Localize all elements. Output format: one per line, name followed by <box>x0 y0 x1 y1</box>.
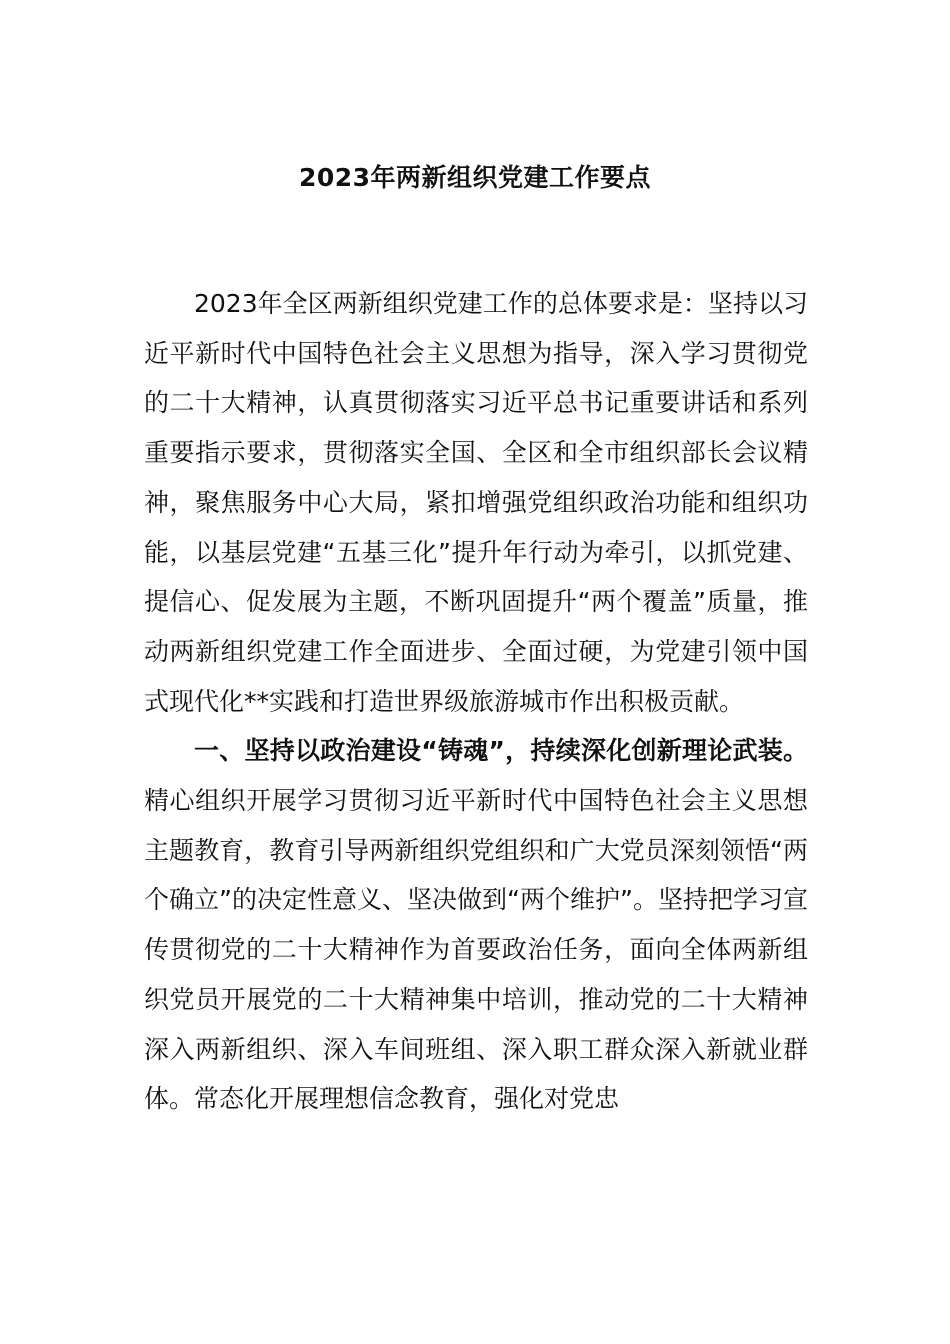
section-one-heading: 一、坚持以政治建设“铸魂”，持续深化创新理论武装。 <box>194 736 808 766</box>
document-title: 2023年两新组织党建工作要点 <box>298 163 652 192</box>
section-one-paragraph <box>144 726 808 1124</box>
document-body <box>144 279 808 1124</box>
section-one-text: 精心组织开展学习贯彻习近平新时代中国特色社会主义思想主题教育，教育引导两新组织党组织和广大党员深刻领悟“两个确立”的决定性意义、坚决做到“两个维护”。坚持把学习宣传贯彻党的二十大精神作为首要政治任务，面向全体两新组织党员开展党的二十大精神集中培训，推动党的二十大精神深入两新组织、深入车间班组、深入职工群众深入新就业群体。常态化开展理想信念教育，强化对党忠 <box>144 786 808 1114</box>
intro-paragraph-text: 2023年全区两新组织党建工作的总体要求是：坚持以习近平新时代中国特色社会主义思想为指导，深入学习贯彻党的二十大精神，认真贯彻落实习近平总书记重要讲话和系列重要指示要求，贯彻落实全国、全区和全市组织部长会议精神，聚焦服务中心大局，紧扣增强党组织政治功能和组织功能，以基层党建“五基三化”提升年行动为牵引，以抓党建、提信心、促发展为主题，不断巩固提升“两个覆盖”质量，推动两新组织党建工作全面进步、全面过硬，为党建引领中国式现代化**实践和打造世界级旅游城市作出积极贡献。 <box>144 289 808 716</box>
intro-paragraph <box>144 279 808 726</box>
